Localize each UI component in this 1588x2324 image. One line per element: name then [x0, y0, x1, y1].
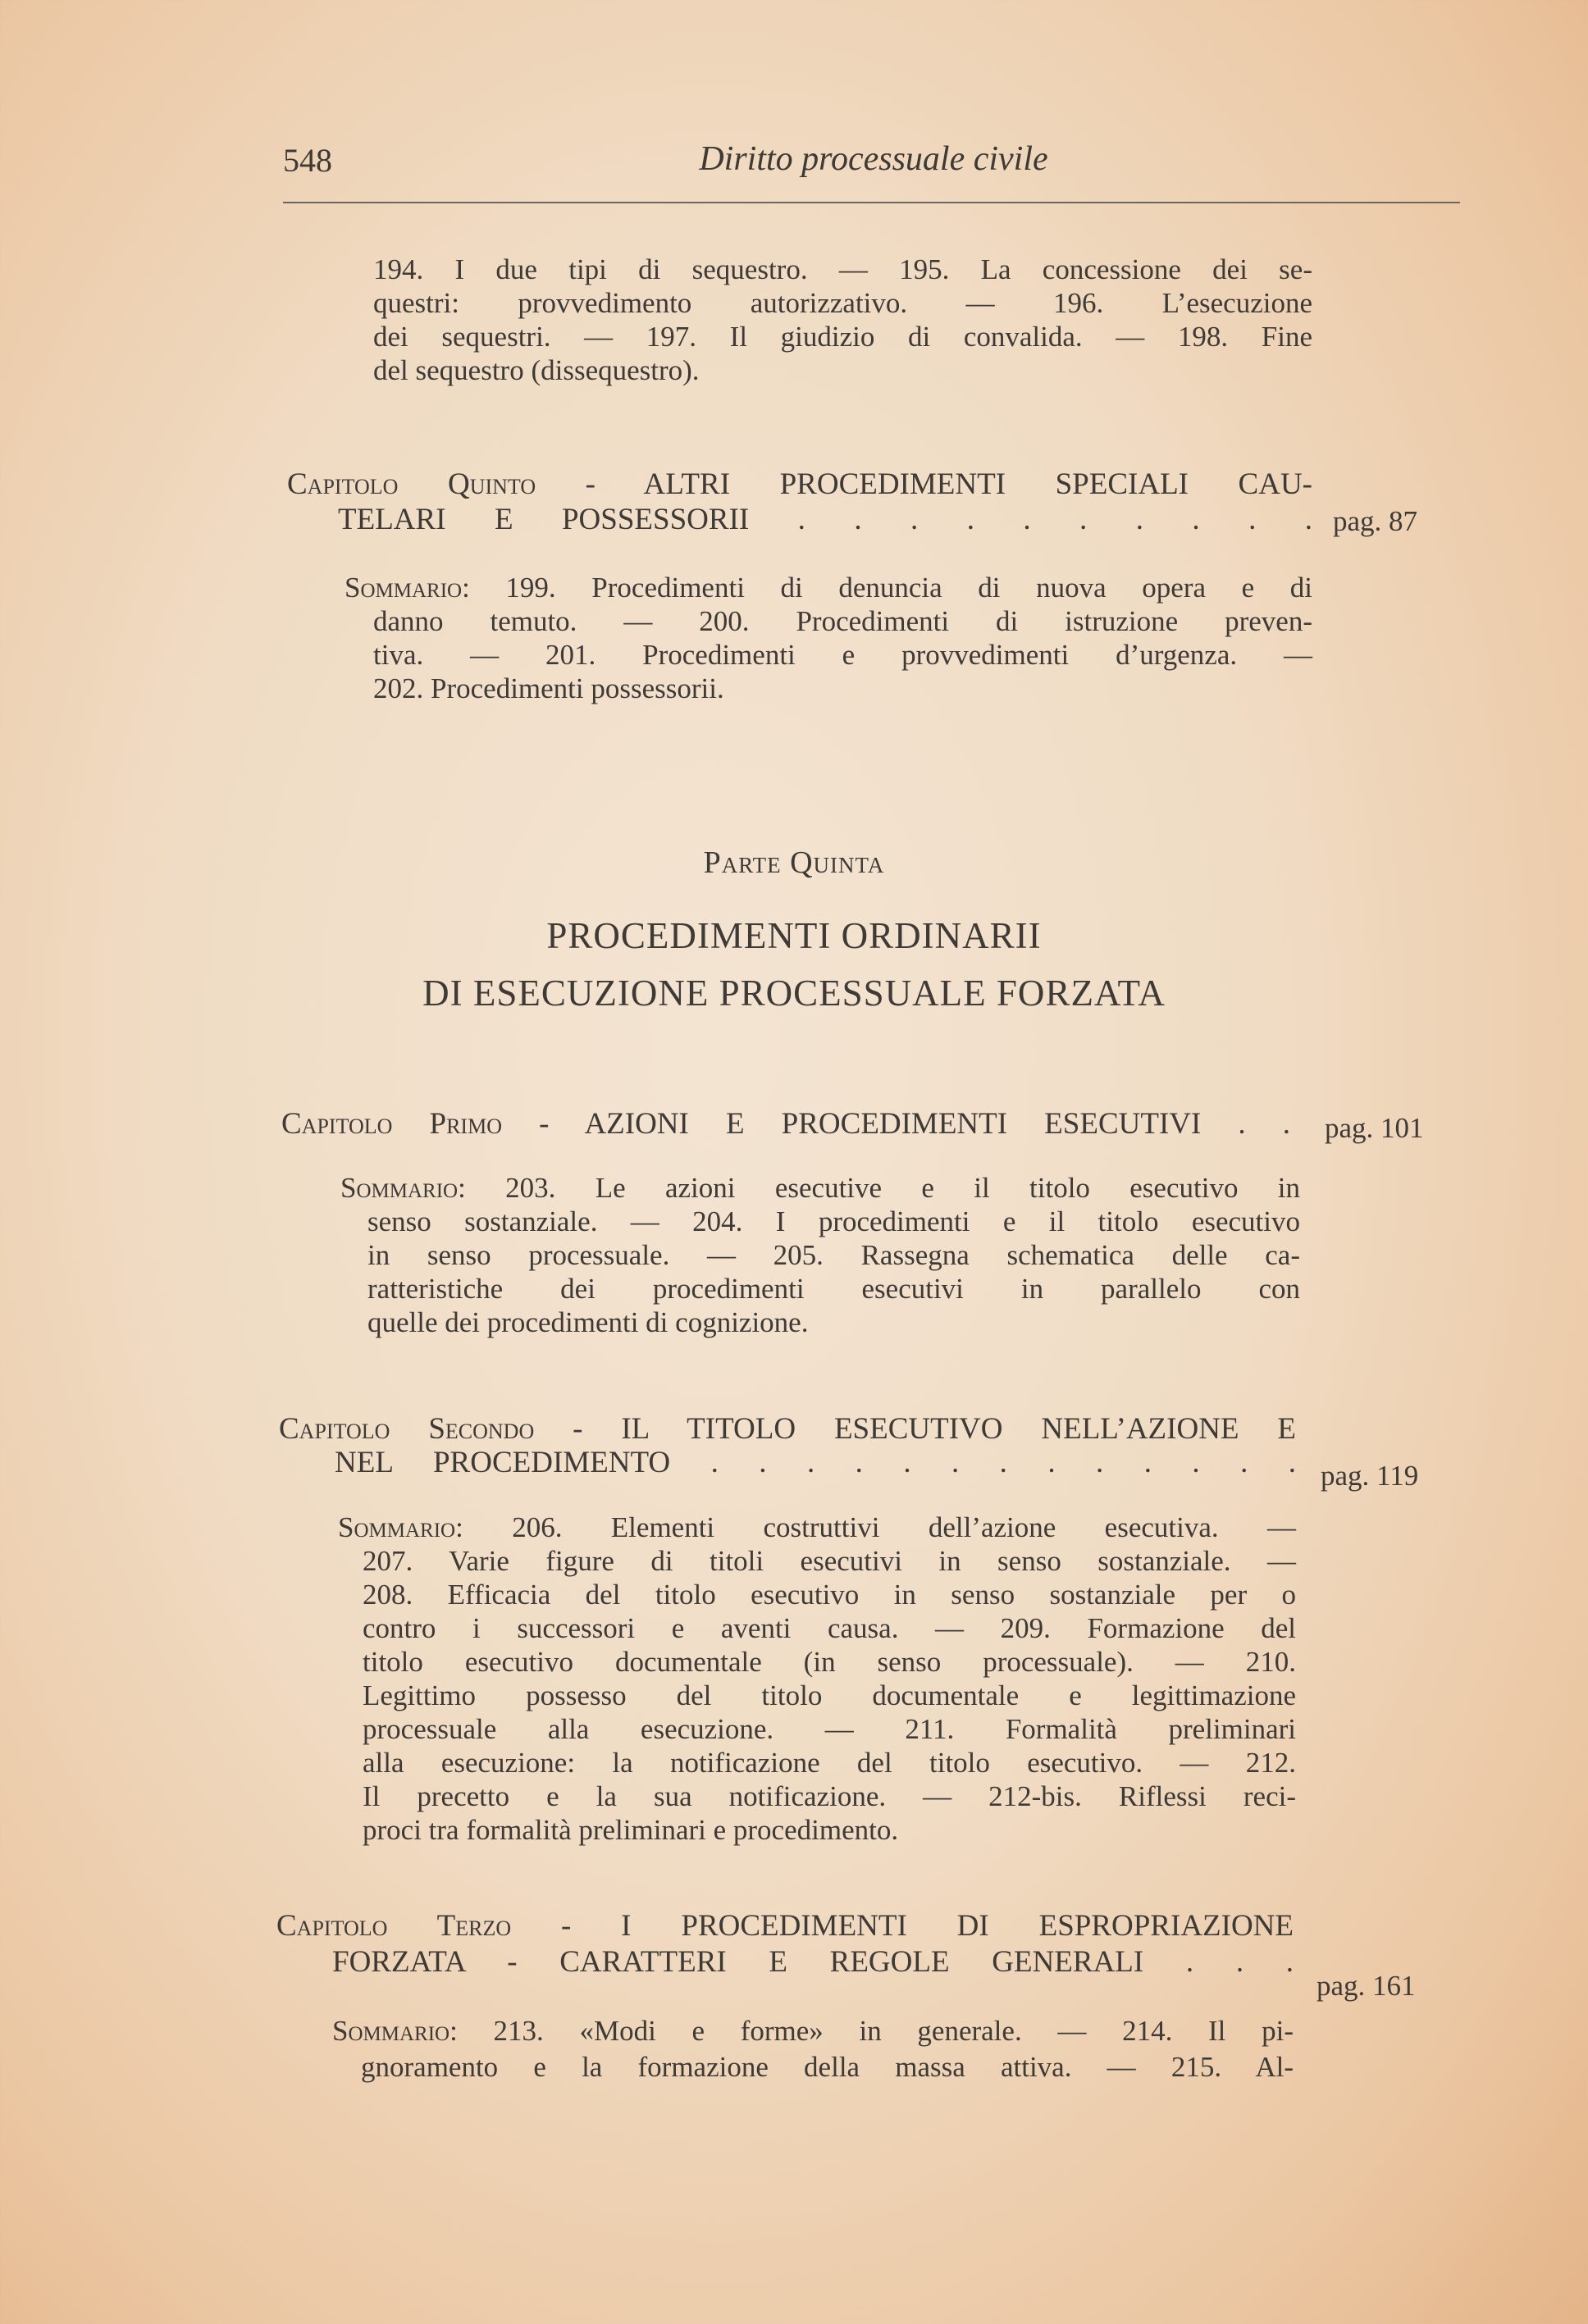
chapter-5-heading [287, 467, 1312, 502]
text-line: in senso processuale. — 205. Rassegna schematica delle ca- [367, 1239, 1300, 1271]
chapter-title: TELARI E POSSESSORII [338, 503, 750, 536]
header-rule [283, 202, 1460, 203]
text-line: Il precetto e la sua notificazione. — 212-bis. Riflessi reci- [363, 1780, 1296, 1812]
text-line: : 199. Procedimenti di denuncia di nuova opera e di [462, 572, 1312, 604]
text-line: : 206. Elementi costruttivi dell’azione esecutiva. — [455, 1511, 1296, 1543]
text-line: alla esecuzione: la notificazione del titolo esecutivo. — 212. [363, 1747, 1296, 1779]
chapter-1-heading [281, 1107, 1290, 1141]
chapter-2-heading [279, 1412, 1296, 1447]
chapter-title: - IL TITOLO ESECUTIVO NELL’AZIONE E [573, 1412, 1297, 1446]
part-title: DI ESECUZIONE PROCESSUALE FORZATA [422, 973, 1166, 1014]
text-line: tiva. — 201. Procedimenti e provvedimenti d’urgenza. — [373, 639, 1312, 671]
chapter-title: FORZATA - CARATTERI E REGOLE GENERALI [332, 1945, 1144, 1979]
text-line: Legittimo possesso del titolo documentale e legittimazione [363, 1679, 1296, 1711]
running-title: Diritto processuale civile [699, 140, 1048, 178]
chapter-3-summary-cont [361, 2050, 1294, 2084]
chapter-2-page: pag. 119 [1321, 1460, 1419, 1492]
chapter-5-summary-cont [373, 604, 1312, 705]
chapter-1-summary [340, 1171, 1300, 1205]
summary-label: Sommario [340, 1172, 459, 1204]
summary-label: Sommario [345, 572, 463, 604]
chapter-title: - ALTRI PROCEDIMENTI SPECIALI CAU- [585, 467, 1312, 501]
dot-leader: . . . . . . . . . . . . [759, 1446, 1297, 1479]
dot-leader: . . [1238, 1107, 1290, 1141]
chapter-5-page: pag. 87 [1333, 505, 1418, 537]
chapter-3-summary [332, 2014, 1294, 2048]
text-line: 208. Efficacia del titolo esecutivo in senso sostanziale per o [363, 1579, 1296, 1611]
text-line: 194. I due tipi di sequestro. — 195. La concessione dei se- [373, 253, 1312, 285]
chapter-2-heading-line2 [335, 1446, 1296, 1480]
part-label: Parte Quinta [703, 845, 885, 880]
page-number: 548 [283, 142, 332, 179]
chapter-2-summary [338, 1511, 1296, 1544]
chapter-1-page: pag. 101 [1325, 1112, 1424, 1144]
text-line: proci tra formalità preliminari e procedimento. [363, 1814, 899, 1846]
part-title: PROCEDIMENTI ORDINARII [546, 915, 1042, 956]
summary-label: Sommario [332, 2015, 450, 2047]
text-line: contro i successori e aventi causa. — 209. Formazione del [363, 1612, 1296, 1644]
text-line: gnoramento e la formazione della massa attiva. — 215. Al- [361, 2051, 1294, 2083]
text-line: ratteristiche dei procedimenti esecutivi in parallelo con [367, 1273, 1300, 1305]
chapter-1-summary-cont [367, 1205, 1300, 1339]
text-line: titolo esecutivo documentale (in senso processuale). — 210. [363, 1646, 1296, 1678]
chapter-5-summary [345, 571, 1312, 604]
chapter-title: - I PROCEDIMENTI DI ESPROPRIAZIONE [560, 1909, 1294, 1943]
text-line: dei sequestri. — 197. Il giudizio di convalida. — 198. Fine [373, 321, 1312, 353]
chapter-3-heading [276, 1909, 1294, 1944]
text-line: del sequestro (dissequestro). [373, 354, 700, 386]
text-line: : 203. Le azioni esecutive e il titolo esecutivo in [458, 1172, 1300, 1204]
chapter-5-heading-line2 [338, 503, 1312, 537]
text-line: questri: provvedimento autorizzativo. — 196. L’esecuzione [373, 287, 1312, 319]
chapter-3-page: pag. 161 [1316, 1970, 1416, 2002]
chapter-title: - AZIONI E PROCEDIMENTI ESECUTIVI [539, 1107, 1202, 1141]
text-line: quelle dei procedimenti di cognizione. [367, 1306, 809, 1338]
chapter-label: Capitolo Secondo [279, 1412, 535, 1446]
text-line: senso sostanziale. — 204. I procedimenti e il titolo esecutivo [367, 1205, 1300, 1237]
chapter-label: Capitolo Terzo [276, 1909, 512, 1943]
chapter-3-heading-line2 [332, 1945, 1294, 1980]
text-line: : 213. «Modi e forme» in generale. — 214. Il pi- [449, 2015, 1294, 2047]
chapter-label: Capitolo Quinto [287, 467, 536, 501]
text-line: 207. Varie figure di titoli esecutivi in senso sostanziale. — [363, 1545, 1296, 1577]
text-line: 202. Procedimenti possessorii. [373, 672, 724, 704]
dot-leader: . . . . . . . . . . [797, 503, 1313, 536]
summary-label: Sommario [338, 1511, 456, 1543]
text-line: danno temuto. — 200. Procedimenti di istruzione preven- [373, 605, 1312, 637]
chapter-2-summary-cont [363, 1544, 1296, 1847]
continuation-summary [373, 253, 1312, 387]
chapter-title: NEL PROCEDIMENTO . [335, 1446, 719, 1479]
chapter-label: Capitolo Primo [281, 1107, 502, 1141]
dot-leader: . . . [1185, 1945, 1294, 1979]
text-line: processuale alla esecuzione. — 211. Formalità preliminari [363, 1713, 1296, 1745]
